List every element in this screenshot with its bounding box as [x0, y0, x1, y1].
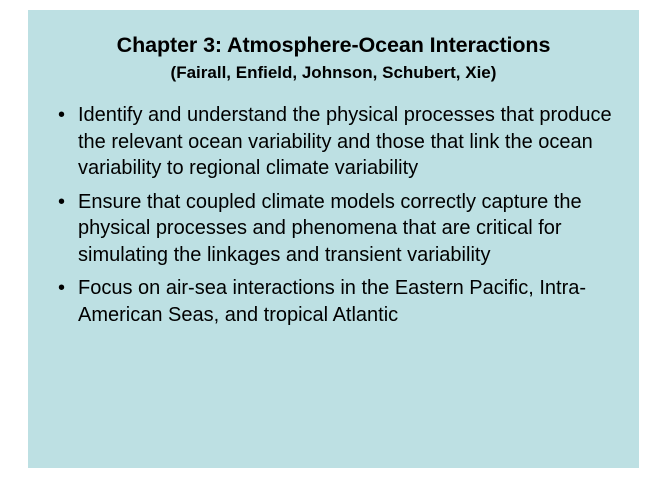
list-item-text: Ensure that coupled climate models correctly capture the physical processes and phenomena that are critical for simulating the linkages and transient variability	[78, 190, 582, 266]
list-item	[58, 275, 617, 328]
bullet-point-icon: •	[58, 277, 66, 300]
slide-subtitle: (Fairall, Enfield, Johnson, Schubert, Xie)	[170, 62, 497, 82]
slide-canvas	[28, 10, 639, 468]
bullet-point-icon: •	[58, 104, 66, 127]
bullet-point-icon: •	[58, 190, 66, 213]
list-item-text: Identify and understand the physical processes that produce the relevant ocean variability and those that link the ocean variability to regional climate variability	[78, 104, 612, 180]
slide-title-block	[28, 10, 639, 82]
bullet-list	[28, 102, 639, 328]
list-item	[58, 102, 617, 182]
list-item-text: Focus on air-sea interactions in the Eastern Pacific, Intra-American Seas, and tropical Atlantic	[78, 277, 587, 326]
slide-title: Chapter 3: Atmosphere-Ocean Interactions	[116, 33, 551, 57]
list-item	[58, 189, 617, 269]
